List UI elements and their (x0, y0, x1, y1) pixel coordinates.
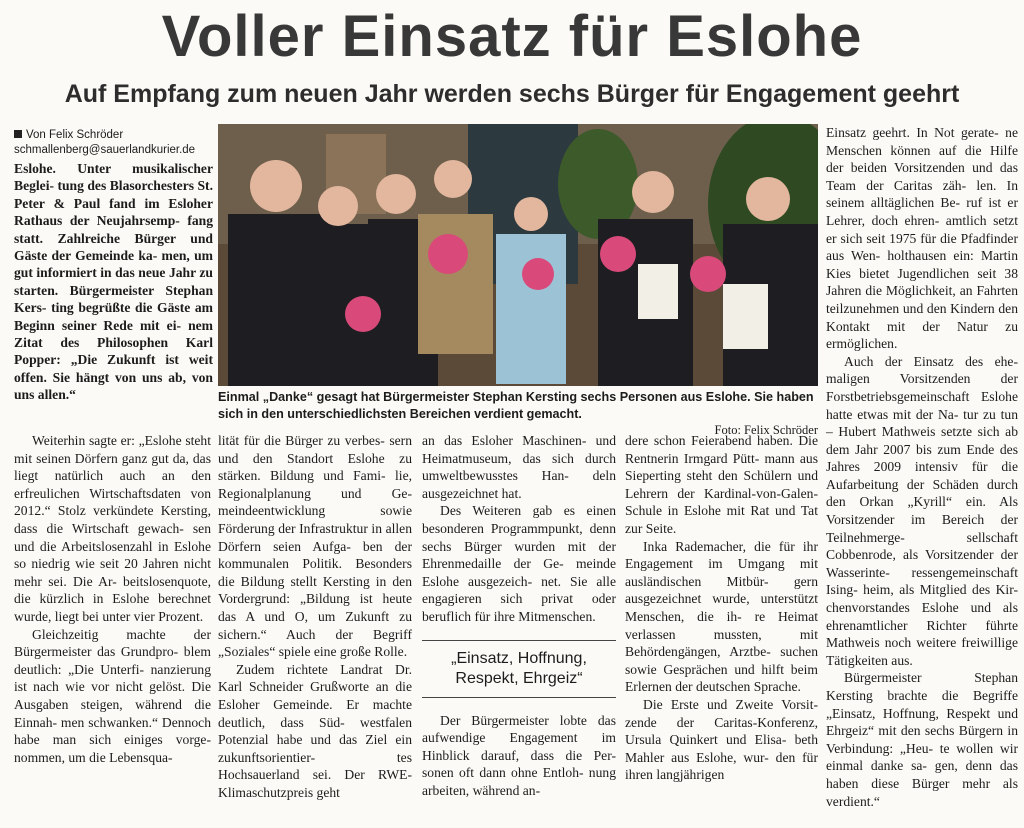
column-1 (14, 432, 211, 766)
byline (14, 128, 219, 158)
column-2 (218, 432, 412, 801)
paragraph: Die Erste und Zweite Vorsit- zende der Caritas-Konferenz, Ursula Quinkert und Elisa- beth Mahler aus Eslohe, wur- den für ihren langjährigen (625, 696, 818, 783)
paragraph: Auch der Einsatz des ehe- maligen Vorsitzenden der Forstbetriebsgemeinschaft Eslohe hatte etwas mit der Na- tur zu tun – Hubert Mathweis setzte sich ab dem Jahr 2007 bis zum Ende des Jahres 2009 intensiv für die Aufarbeitung der Schäden durch den Orkan „Kyrill“ ein. Als Vorsitzender im Bereich der Teilnehmerge- sellschaft Cobbenrode, als Vorsitzender der Wasserinte- ressengemeinschaft Ising- heim, als Mitglied des Kir- chenvorstandes Eslohe und als ehrenamtlicher Richter führte Mathweis noch weitere freiwillige Tätigkeiten aus. (826, 353, 1018, 668)
paragraph: Gleichzeitig machte der Bürgermeister das Grundpro- blem deutlich: „Die Unterfi- nanzierung ist nach wie vor nicht gelöst. Die Ausgaben steigen, während die Einnah- men schwanken.“ Dennoch habe man sich einiges vorge- nommen, um die Lebensqua- (14, 626, 211, 765)
photo-credit: Foto: Felix Schröder (714, 422, 818, 437)
group-photo (218, 124, 818, 386)
paragraph: an das Esloher Maschinen- und Heimatmuseum, das sich durch umweltbewusstes Han- deln ausgezeichnet hat. (422, 433, 616, 501)
paragraph: Einsatz geehrt. In Not gerate- ne Menschen können auf die Hilfe der beiden Vorsitzenden und das Team der Caritas zäh- len. In seinem alltäglichen Be- ruf ist er Lehrer, doch ehren- amtlich setzt er sich seit 1975 für die Pfadfinder aus Wen- holthausen ein: Martin Kies bietet Jugendlichen seit 38 Jahren die Möglichkeit, an Fahrten teilzunehmen und den Kindern den Kontakt mit der Natur zu ermöglichen. (826, 125, 1018, 352)
photo-caption (218, 389, 818, 438)
column-4 (625, 432, 818, 784)
article-photo (218, 124, 818, 386)
headline: Voller Einsatz für Eslohe (161, 4, 863, 69)
lead-paragraph (14, 160, 213, 404)
column-3 (422, 432, 616, 800)
paragraph: Inka Rademacher, die für ihr Engagement im Umgang mit ausländischen Mitbür- gern ausgezeichnet wurde, unterstützt Menschen, die ih- re Heimat verlassen mussten, mit Behördengängen, Arztbe- suchen sowie Gesprächen und hilft beim Erlernen der deutschen Sprache. (625, 538, 818, 695)
caption-text: Einmal „Danke“ gesagt hat Bürgermeister Stephan Kersting sechs Personen aus Eslohe. Sie haben sich in den unterschiedlichsten Bereichen verdient gemacht. (218, 390, 814, 421)
author-email: schmallenberg@sauerlandkurier.de (14, 144, 196, 156)
paragraph: dere schon Feierabend haben. Die Rentnerin Irmgard Pütt- mann aus Sieperting steht den Schülern und Lehrern der Kardinal-von-Galen-Schule in Eslohe mit Rat und Tat zur Seite. (625, 433, 818, 536)
subheadline: Auf Empfang zum neuen Jahr werden sechs Bürger für Engagement geehrt (64, 80, 960, 108)
lead-text: Eslohe. Unter musikalischer Beglei- tung des Blasorchesters St. Peter & Paul fand im Esloher Rathaus der Neujahrsemp- fang statt. Zahlreiche Bürger und Gäste der Gemeinde ka- men, um gut informiert in das neue Jahr zu starten. Bürgermeister Stephan Kers- ting begrüßte die Gäste am Beginn seiner Rede mit ei- nem Zitat des Philosophen Karl Popper: „Die Zukunft ist weit offen. Sie hängt von uns ab, von uns allen.“ (14, 161, 213, 403)
paragraph: Bürgermeister Stephan Kersting brachte die Begriffe „Einsatz, Hoffnung, Respekt und Ehrgeiz“ mit den sechs Bürgern in Verbindung: „Heu- te wollen wir einmal danke sa- gen, denn das haben diese Bürger mehr als verdient.“ (826, 670, 1018, 809)
paragraph: Zudem richtete Landrat Dr. Karl Schneider Grußworte an die Esloher Gemeinde. Er machte deutlich, dass Süd- westfalen Potenzial habe und das Ziel ein zukunftsorientier- tes Hochsauerland sei. Der RWE-Klimaschutzpreis geht (218, 661, 412, 800)
column-5 (826, 124, 1018, 810)
author: Von Felix Schröder (26, 129, 124, 141)
byline-square-icon (14, 130, 22, 138)
paragraph: lität für die Bürger zu verbes- sern und den Standort Eslohe zu stärken. Bildung und Fami- lie, Regionalplanung und Ge- meindeentwicklung sowie Förderung der Infrastruktur in allen Dörfern seien Aufga- ben der kommunalen Politik. Besonders die Bildung stellt Kersting in den Vordergrund: „Bildung ist heute das A und O, um Zukunft zu sichern.“ Auch der Begriff „Soziales“ spiele eine große Rolle. (218, 433, 412, 660)
paragraph: Des Weiteren gab es einen besonderen Programmpunkt, denn sechs Bürger wurden mit der Ehrenmedaille der Ge- meinde Eslohe ausgezeich- net. Sie alle engagieren sich privat oder beruflich für ihre Mitmenschen. (422, 503, 616, 624)
paragraph: Weiterhin sagte er: „Eslohe steht mit seinen Dörfern ganz gut da, das liegt natürlich auch an den erfreulichen Wirtschaftsdaten von 2012.“ Stolz verkündete Kersting, dass die Wirtschaft gewach- sen und die Arbeitslosenzahl in Eslohe so niedrig wie seit 20 Jahren nicht mehr sei. Die Ar- beitslosenquote, die kürzlich in Eslohe berechnet wurde, liegt bei unter vier Prozent. (14, 433, 211, 624)
pull-quote: „Einsatz, Hoffnung, Respekt, Ehrgeiz“ (422, 640, 616, 698)
paragraph: Der Bürgermeister lobte das aufwendige Engagement im Hinblick darauf, dass die Per- sonen oft dann ohne Entloh- nung arbeiten, während an- (422, 712, 616, 798)
